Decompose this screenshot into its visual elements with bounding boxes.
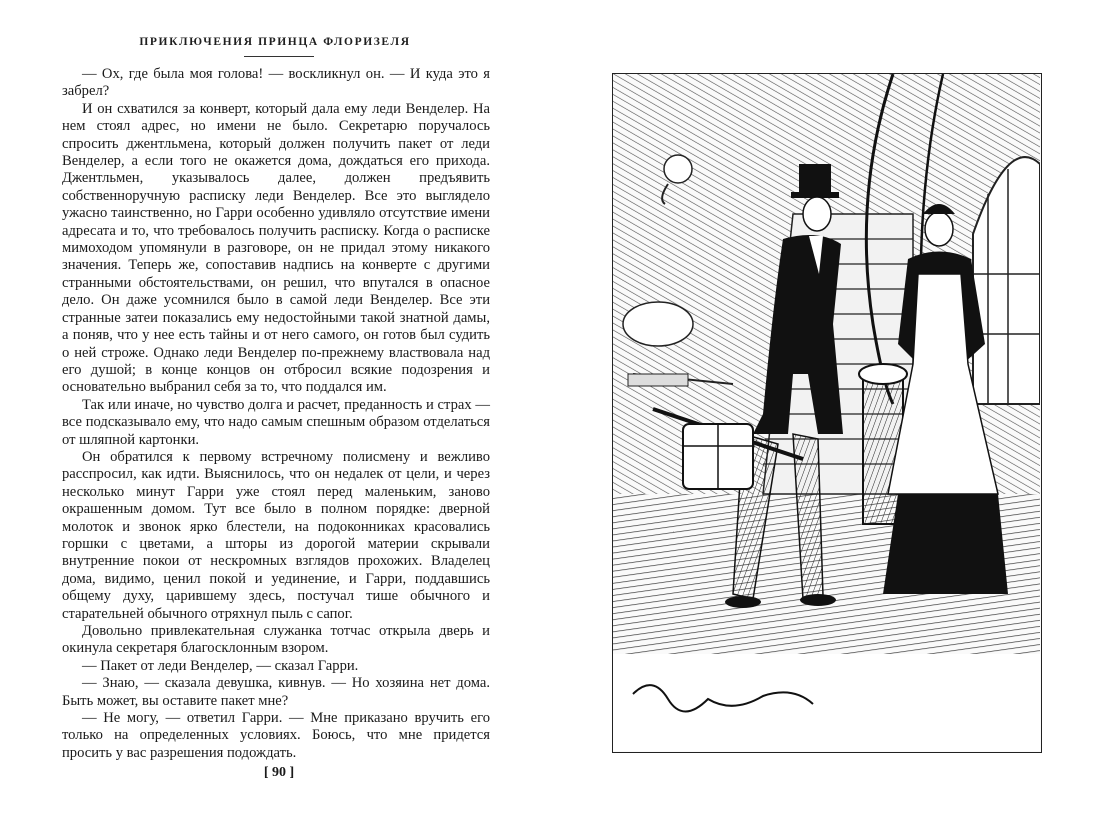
paragraph-6: — Пакет от леди Венделер, — сказал Гарри. xyxy=(82,657,359,674)
running-head: ПРИКЛЮЧЕНИЯ ПРИНЦА ФЛОРИЗЕЛЯ xyxy=(139,36,411,48)
engraving-illustration xyxy=(612,73,1042,753)
page-number: [ 90 ] xyxy=(263,765,295,780)
paragraph-8: — Не могу, — ответил Гарри. — Мне приказано вручить его только на определенных условиях. Боюсь, что мне придется просить у вас разрешения подождать. xyxy=(62,710,490,761)
running-head-rule xyxy=(244,56,314,57)
paragraph-7: — Знаю, — сказала девушка, кивнув. — Но хозяина нет дома. Быть может, вы оставите пакет мне? xyxy=(62,675,490,709)
body-text xyxy=(62,66,490,762)
paragraph-1: — Ох, где была моя голова! — воскликнул он. — И куда это я забрел? xyxy=(62,66,490,100)
paragraph-3: Так или иначе, но чувство долга и расчет, преданность и страх — все подсказывало ему, что надо самым спешным образом отделаться от шляпной картонки. xyxy=(62,396,490,448)
paragraph-4: Он обратился к первому встречному полисмену и вежливо расспросил, как идти. Выяснилось, что он недалек от цели, и через несколько минут Гарри уже стоял перед маленьким, заново окрашенным домом. Тут все было в полном порядке: дверной молоток и звонок ярко блестели, на подоконниках красовались горшки с цветами, а шторы из дорогой материи скрывали внутренние покои от нескромных взглядов прохожих. Владелец дома, видимо, ценил покой и уединение, и Гарри, поддавшись общему духу, царившему здесь, постучал тише обычного и старательней обычного отряхнул пыль с сапог. xyxy=(62,448,490,622)
hatbox xyxy=(683,424,753,489)
floor-margin xyxy=(613,654,1040,751)
paragraph-5: Довольно привлекательная служанка тотчас открыла дверь и окинула секретаря благосклонным взором. xyxy=(62,623,490,657)
paragraph-2: И он схватился за конверт, который дала ему леди Венделер. На нем стоял адрес, но имени не было. Секретарю поручалось спросить джентльмена, который должен получить пакет от леди Венделер, а если того не окажется дома, дождаться его прихода. Джентльмен, указывалось далее, должен предъявить собственноручную расписку леди Венделер. Все это выглядело ужасно таинственно, но Гарри особенно удивляло отсутствие имени адресата и то, что требовалось получить расписку. Когда о расписке мимоходом упомянули в разговоре, он не придал этому никакого значения. Теперь же, сопоставив надпись на конверте с другими странными обстоятельствами, он решил, что впутался в опасное дело. Он даже усомнился было в самой леди Венделер. Все эти странные затеи показались ему недостойными такой знатной дамы, а поняв, что у нее есть тайны и от него самого, он готов был судить о ней строже. Однако леди Венделер по-прежнему властвовала над его душой; в конце концов он отбросил всякие подозрения и основательно выбранил себя за то, что поддался им. xyxy=(62,100,490,396)
engraving-drawing xyxy=(613,74,1040,751)
